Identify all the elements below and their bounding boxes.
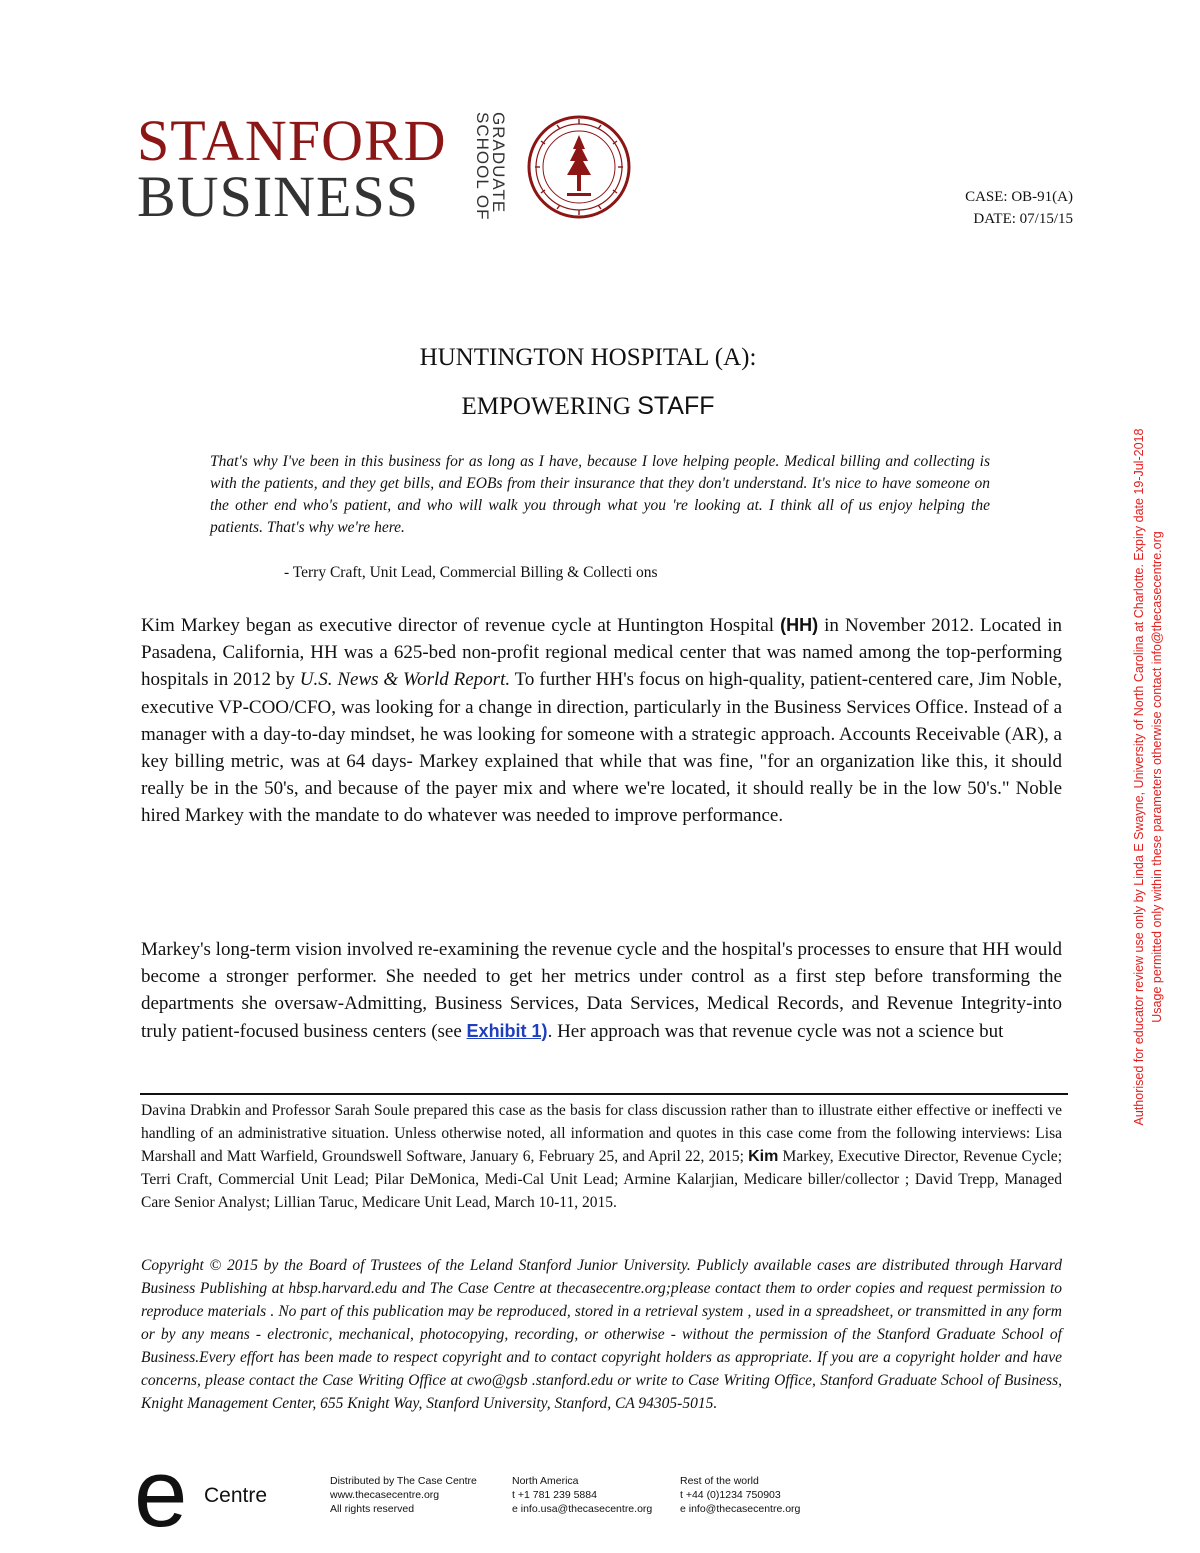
logo-vertical-school-of: SCHOOL OF (473, 112, 492, 221)
cc-row-heading: Rest of the world (680, 1475, 759, 1487)
footnote-text-b: Markey, Executive Director, Revenue Cycle; Terri Craft, Commercial Unit Lead; Pilar DeMonica, Medi-Cal Unit Lead; Armine Kalarjian, Medicare biller/collector ; David Trepp, Managed Care Senior Analyst; Lillian Taruc, Medicare Unit Lead, March 10-11, 2015. (141, 1148, 1062, 1211)
epigraph-attribution: - Terry Craft, Unit Lead, Commercial Billing & Collecti ons (284, 564, 658, 581)
cc-website: www.thecasecentre.org (330, 1489, 440, 1501)
case-centre-logo-word: Centre (204, 1484, 268, 1507)
body-paragraph-2 (141, 936, 1062, 1045)
cc-na-heading: North America (512, 1475, 579, 1487)
logo-graduate-school-of (463, 108, 523, 228)
case-centre-distribution (330, 1474, 477, 1516)
usage-watermark-text (1130, 392, 1166, 1162)
copyright-notice: Copyright © 2015 by the Board of Trustees of the Leland Stanford Junior University. Publicly available cases are distributed through Harvard Business Publishing at hbsp.harvard.edu and The Case Centre at thecasecentre.org;please contact them to order copies and request permission to reproduce materials . No part of this publication may be reproduced, stored in a retrieval system , used in a spreadsheet, or transmitted in any form or by any means - electronic, mechanical, photocopying, recording, or otherwise - without the permission of the Stanford Graduate School of Business.Every effort has been made to respect copyright and to contact copyright holders as appropriate. If you are a copyright holder and have concerns, please contact the Case Writing Office at cwo@gsb .stanford.edu or write to Case Writing Office, Stanford Graduate School of Business, Knight Management Center, 655 Knight Way, Stanford University, Stanford, CA 94305-5015. (141, 1257, 1062, 1412)
footnote-text-a: Davina Drabkin and Professor Sarah Soule prepared this case as the basis for class discussion rather than to illustrate either effective or ineffecti ve handling of an administrative situation. Unless otherwise noted, all information and quotes in this case come from the following interviews: Lisa Marshall and Matt Warfield, Groundswell Software, January 6, February 25, and April 22, 2015; (141, 1102, 1062, 1165)
case-centre-north-america (512, 1474, 652, 1516)
p1-publication: U.S. News & World Report. (299, 669, 511, 691)
case-id: CASE: OB-91(A) (965, 189, 1073, 205)
p1-text-b: in November 2012. Located in Pasadena, California, HH was a 625-bed non-profit regional medical center that was named among the top-performing hospitals in 2012 by (141, 615, 1062, 691)
body-paragraph-1 (141, 612, 1062, 830)
p1-text-c: To further HH's focus on high-quality, patient-centered care, Jim Noble, executive VP-COO/CFO, was looking for a change in direction, particularly in the Business Services Office. Instead of a manager with a day-to-day mindset, he was looking for someone with a strategic approach. Accounts Receivable (AR), a key billing metric, was at 64 days- Markey explained that while that was fine, "for an organization like this, it should really be in the 50's, and because of the payer mix and where we're located, it should really be in the low 50's." Noble hired Markey with the mandate to do whatever was needed to improve performance. (141, 669, 1063, 827)
cc-na-email: e info.usa@thecasecentre.org (512, 1503, 653, 1515)
watermark-line-1: Authorised for educator review use only by Linda E Swayne, University of North Carolina at Charlotte. Expiry date 19-Jul-2018 (1132, 428, 1146, 1126)
cc-row-email: e info@thecasecentre.org (680, 1503, 801, 1515)
case-title-line-2 (0, 392, 1176, 421)
stanford-seal-icon (527, 113, 631, 221)
cc-rights: All rights reserved (330, 1503, 415, 1515)
logo-stanford-text: STANFORD (137, 108, 447, 173)
p1-text-a: Kim Markey began as executive director of revenue cycle at Huntington Hospital (141, 615, 781, 636)
usage-watermark (1130, 392, 1192, 1162)
logo-business-text: BUSINESS (137, 164, 419, 229)
title-word-empowering: EMPOWERING (461, 393, 638, 420)
cc-na-phone: t +1 781 239 5884 (512, 1489, 597, 1501)
p1-hh-abbrev: (HH) (780, 615, 819, 635)
case-centre-logo-icon: e (134, 1440, 188, 1547)
case-date: DATE: 07/15/15 (973, 211, 1073, 227)
case-title-line-1: HUNTINGTON HOSPITAL (A): (419, 344, 757, 371)
p2-text-a: Markey's long-term vision involved re-examining the revenue cycle and the hospital's processes to ensure that HH would become a stronger performer. She needed to get her metrics under control as a first step before transforming the departments she oversaw-Admitting, Business Services, Data Services, Medical Records, and Revenue Integrity-into truly patient-focused business centers (see (141, 939, 1062, 1042)
cc-row-phone: t +44 (0)1234 750903 (680, 1489, 781, 1501)
exhibit-1-link[interactable]: Exhibit 1) (466, 1020, 548, 1041)
cc-distributed-by: Distributed by The Case Centre (330, 1475, 477, 1487)
footnote-divider (140, 1093, 1068, 1095)
title-word-staff: STAFF (637, 392, 715, 420)
epigraph-quote: That's why I've been in this business for as long as I have, because I love helping people. Medical billing and collecting is with the patients, and they get bills, and EOBs from their insurance that they don't understand. It's nice to have someone on the other end who's patient, and who will walk you through what you 're looking at. I think all of us enjoy helping the patients. That's why we're here. (210, 453, 990, 536)
case-centre-rest-of-world (680, 1474, 800, 1516)
watermark-line-2: Usage permitted only within these parameters otherwise contact info@thecasecentre.org (1150, 531, 1164, 1023)
p2-text-b: . Her approach was that revenue cycle was not a science but (547, 1020, 1004, 1042)
logo-vertical-graduate: GRADUATE (489, 112, 508, 214)
authorship-footnote (141, 1099, 1062, 1214)
footnote-kim: Kim (748, 1148, 779, 1165)
